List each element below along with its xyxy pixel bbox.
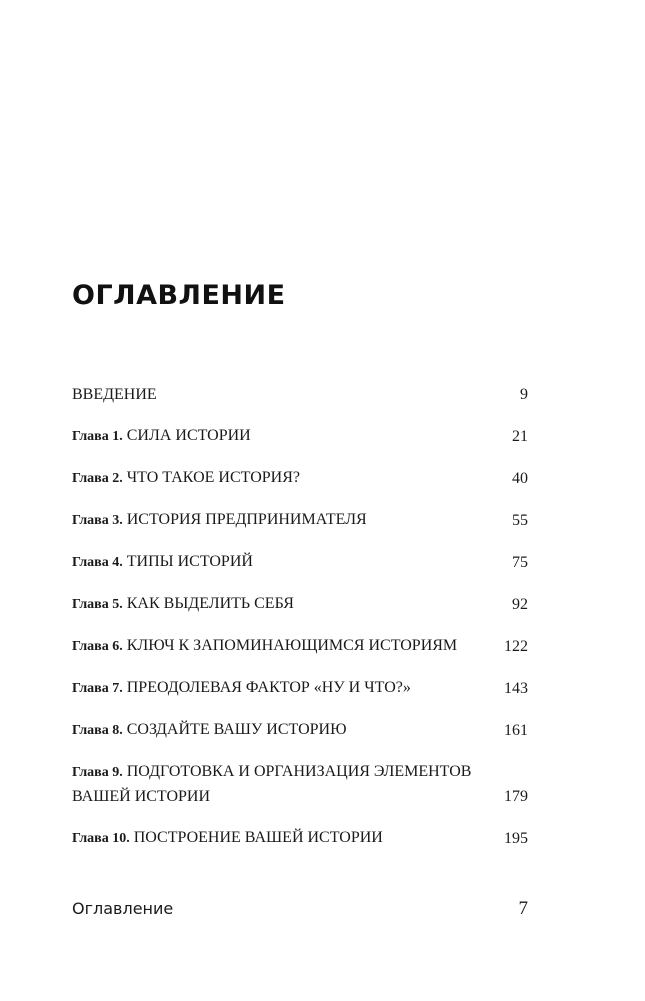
toc-entry-page: 40: [512, 470, 528, 487]
chapter-prefix: Глава 6.: [72, 639, 123, 654]
toc-entry-title: ТИПЫ ИСТОРИЙ: [126, 553, 253, 570]
chapter-prefix: Глава 9.: [72, 765, 123, 780]
chapter-prefix: Глава 1.: [72, 429, 123, 444]
toc-entry-chapter-3[interactable]: [72, 508, 528, 533]
toc-entry-text: [72, 508, 512, 533]
toc-entry-text: [72, 676, 504, 701]
toc-entry-page: 195: [504, 830, 528, 847]
toc-entry-text: [72, 826, 504, 851]
toc-entry-title: ПРЕОДОЛЕВАЯ ФАКТОР «НУ И ЧТО?»: [126, 679, 411, 696]
toc-entry-title: КАК ВЫДЕЛИТЬ СЕБЯ: [126, 595, 294, 612]
toc-entry-text: [72, 718, 504, 743]
toc-entry-title: ПОДГОТОВКА И ОРГАНИЗАЦИЯ ЭЛЕМЕНТОВ ВАШЕЙ ИСТОРИИ: [72, 763, 472, 805]
toc-entry-title: СИЛА ИСТОРИИ: [126, 427, 251, 444]
toc-entry-page: 9: [520, 386, 528, 403]
toc-entry-title: ВВЕДЕНИЕ: [72, 386, 157, 403]
toc-entry-text: [72, 466, 512, 491]
toc-entry-chapter-8[interactable]: [72, 718, 528, 743]
toc-entry-title: ЧТО ТАКОЕ ИСТОРИЯ?: [126, 469, 300, 486]
toc-entry-text: [72, 550, 512, 575]
toc-entry-text: [72, 424, 512, 449]
chapter-prefix: Глава 7.: [72, 681, 123, 696]
toc-entry-chapter-2[interactable]: [72, 466, 528, 491]
toc-entry-title: КЛЮЧ К ЗАПОМИНАЮЩИМСЯ ИСТОРИЯМ: [126, 637, 458, 654]
toc-entry-text: [72, 760, 504, 809]
toc-entry-chapter-9[interactable]: [72, 760, 528, 809]
table-of-contents: [72, 383, 528, 868]
chapter-prefix: Глава 3.: [72, 513, 123, 528]
toc-entry-page: 179: [504, 788, 528, 805]
toc-entry-page: 161: [504, 722, 528, 739]
chapter-prefix: Глава 2.: [72, 471, 123, 486]
toc-entry-chapter-10[interactable]: [72, 826, 528, 851]
toc-entry-page: 75: [512, 554, 528, 571]
toc-entry-introduction[interactable]: [72, 383, 528, 407]
toc-entry-title: ПОСТРОЕНИЕ ВАШЕЙ ИСТОРИИ: [133, 829, 383, 846]
toc-entry-text: [72, 383, 520, 407]
toc-entry-title: ИСТОРИЯ ПРЕДПРИНИМАТЕЛЯ: [126, 511, 367, 528]
toc-entry-chapter-7[interactable]: [72, 676, 528, 701]
chapter-prefix: Глава 5.: [72, 597, 123, 612]
toc-entry-page: 21: [512, 428, 528, 445]
chapter-prefix: Глава 10.: [72, 831, 130, 846]
toc-entry-chapter-4[interactable]: [72, 550, 528, 575]
page-footer: [72, 898, 528, 920]
toc-entry-page: 143: [504, 680, 528, 697]
chapter-prefix: Глава 8.: [72, 723, 123, 738]
running-footer-title: Оглавление: [72, 899, 174, 918]
toc-entry-chapter-1[interactable]: [72, 424, 528, 449]
toc-entry-page: 92: [512, 596, 528, 613]
toc-entry-chapter-6[interactable]: [72, 634, 528, 659]
toc-entry-chapter-5[interactable]: [72, 592, 528, 617]
toc-entry-page: 55: [512, 512, 528, 529]
toc-entry-text: [72, 592, 512, 617]
page-title: ОГЛАВЛЕНИЕ: [72, 280, 286, 311]
toc-entry-title: СОЗДАЙТЕ ВАШУ ИСТОРИЮ: [126, 721, 347, 738]
chapter-prefix: Глава 4.: [72, 555, 123, 570]
page-number: 7: [518, 898, 528, 919]
toc-entry-page: 122: [504, 638, 528, 655]
toc-entry-text: [72, 634, 504, 659]
